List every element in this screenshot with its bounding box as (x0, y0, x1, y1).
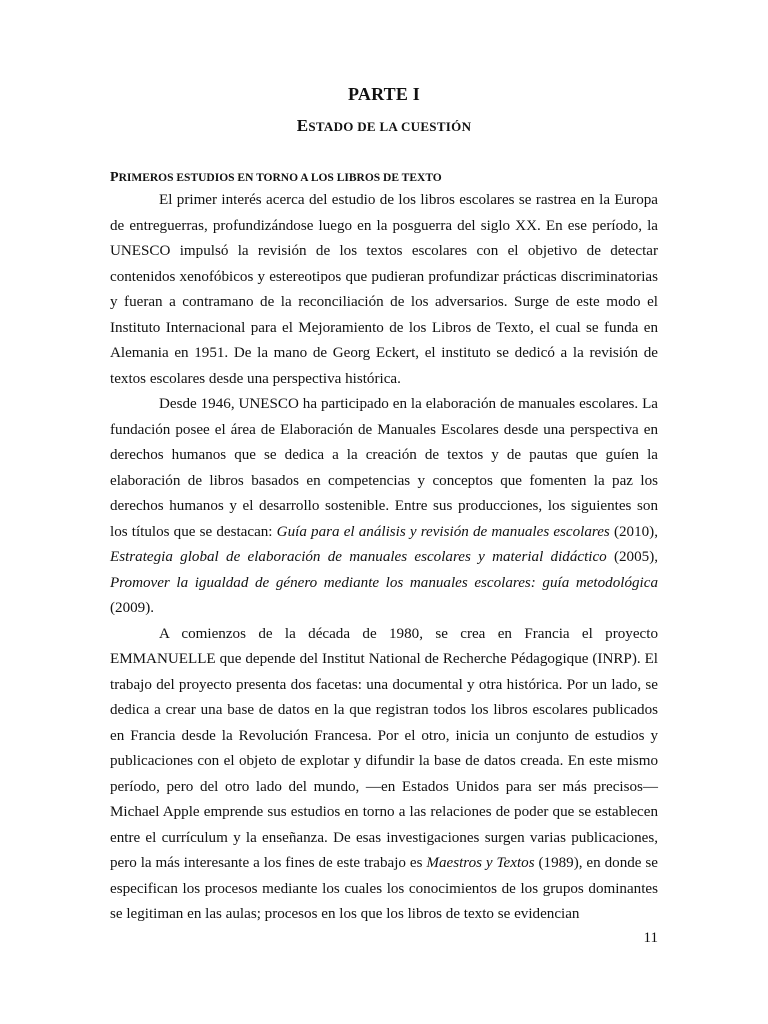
part-title: PARTE I (348, 84, 420, 104)
page-number: 11 (643, 930, 658, 946)
section-title-initial: P (110, 170, 119, 185)
chapter-title-initial: E (296, 116, 309, 135)
book-title-maestros: Maestros y Textos (426, 855, 535, 871)
chapter-title-rest: STADO DE LA CUESTIÓN (308, 119, 472, 134)
paragraph-3-text-a: A comienzos de la década de 1980, se crea en Francia el proyecto EMMANUELLE que depende del Institut National de Recherche Pédagogique (INRP). El trabajo del proyecto presenta dos facetas: una documental y otra histórica. Por un lado, se dedica a crear una base de datos en la que registran todos los libros escolares publicados en Francia desde la Revolución Francesa. Por el otro, inicia un conjunto de estudios y publicaciones con el objeto de explotar y difundir la base de datos creada. En este mismo período, pero del otro lado del mundo, —en Estados Unidos para ser más precisos— Michael Apple emprende sus estudios en torno a las relaciones de poder que se establecen entre el currículum y la enseñanza. De esas investigaciones surgen varias publicaciones, pero la más interesante a los fines de este trabajo es (110, 625, 658, 871)
paragraph-2-text-d: (2009). (110, 600, 155, 616)
paragraph-3 (110, 622, 658, 928)
paragraph-1: El primer interés acerca del estudio de los libros escolares se rastrea en la Europa de entreguerras, profundizándose luego en la posguerra del siglo XX. En ese período, la UNESCO impulsó la revisión de los textos escolares con el objetivo de detectar contenidos xenofóbicos y estereotipos que pudieran profundizar prácticas discriminatorias y fueran a contramano de la reconciliación de los adversarios. Surge de este modo el Instituto Internacional para el Mejoramiento de los Libros de Texto, el cual se funda en Alemania en 1951. De la mano de Georg Eckert, el instituto se dedicó a la revisión de textos escolares desde una perspectiva histórica. (110, 192, 658, 387)
book-title-promover: Promover la igualdad de género mediante los manuales escolares: guía metodológica (110, 574, 658, 591)
section-title-rest: RIMEROS ESTUDIOS EN TORNO A LOS LIBROS DE TEXTO (118, 172, 442, 184)
section-title (110, 170, 442, 186)
paragraph-2-text-b: (2010), (609, 523, 658, 540)
book-title-guia: Guía para el análisis y revisión de manuales escolares (276, 523, 610, 540)
book-title-estrategia: Estrategia global de elaboración de manuales escolares y material didáctico (110, 549, 607, 565)
paragraph-2-text-c: (2005), (606, 549, 658, 565)
document-page (110, 0, 658, 1024)
paragraph-2 (110, 392, 658, 622)
body-text (110, 188, 658, 928)
paragraph-3-text-b: (1989), en donde se especifican los procesos mediante los cuales los conocimientos de los grupos dominantes se legitiman en las aulas; procesos en los que los libros de texto se evidencian (110, 855, 658, 922)
paragraph-2-text-a: Desde 1946, UNESCO ha participado en la elaboración de manuales escolares. La fundación posee el área de Elaboración de Manuales Escolares desde una perspectiva en derechos humanos que se dedica a la creación de textos y de pautas que guíen la elaboración de libros basados en competencias y conceptos que fomenten la paz los derechos humanos y el desarrollo sostenible. Entre sus producciones, los siguientes son los títulos que se destacan: (110, 396, 658, 540)
chapter-title (110, 116, 658, 136)
